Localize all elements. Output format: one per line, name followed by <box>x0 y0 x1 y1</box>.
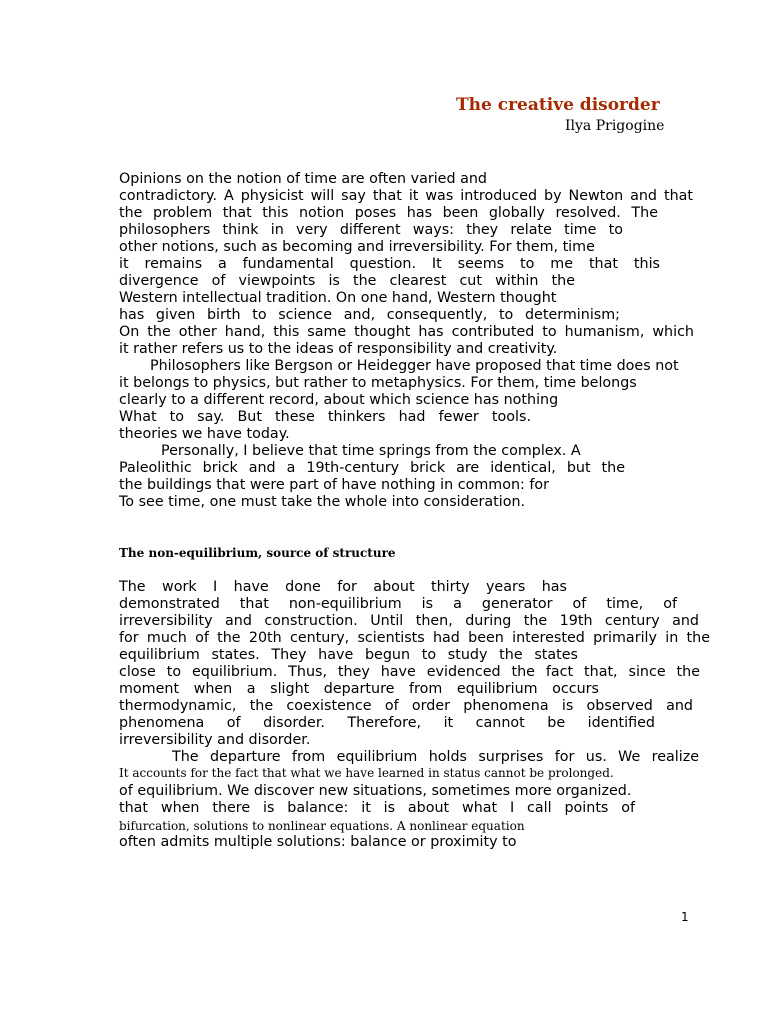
text-line: of equilibrium. We discover new situations, sometimes more organized. <box>119 783 632 799</box>
text-line: theories we have today. <box>119 426 290 442</box>
text-line: contradictory. A physicist will say that it was introduced by Newton and that <box>119 188 693 204</box>
text-line: On the other hand, this same thought has contributed to humanism, which <box>119 324 694 340</box>
section-heading: The non-equilibrium, source of structure <box>119 546 396 560</box>
text-line: bifurcation, solutions to nonlinear equations. A nonlinear equation <box>119 819 525 833</box>
text-line: it remains a fundamental question. It seems to me that this <box>119 256 660 272</box>
text-line: Paleolithic brick and a 19th-century brick are identical, but the <box>119 460 625 476</box>
text-line: Western intellectual tradition. On one hand, Western thought <box>119 290 557 306</box>
author-name: Ilya Prigogine <box>565 118 665 134</box>
text-line: To see time, one must take the whole into consideration. <box>119 494 526 510</box>
text-line: often admits multiple solutions: balance or proximity to <box>119 834 517 850</box>
text-line: the problem that this notion poses has been globally resolved. The <box>119 205 658 221</box>
text-line: moment when a slight departure from equilibrium occurs <box>119 681 599 697</box>
text-line: equilibrium states. They have begun to study the states <box>119 647 578 663</box>
text-line: philosophers think in very different ways: they relate time to <box>119 222 623 238</box>
text-line: Opinions on the notion of time are often varied and <box>119 171 487 187</box>
text-line: has given birth to science and, consequently, to determinism; <box>119 307 620 323</box>
text-line: irreversibility and construction. Until then, during the 19th century and <box>119 613 699 629</box>
text-line: Philosophers like Bergson or Heidegger have proposed that time does not <box>150 358 679 374</box>
text-line: demonstrated that non-equilibrium is a generator of time, of <box>119 596 677 612</box>
text-line: clearly to a different record, about which science has nothing <box>119 392 559 408</box>
text-line: it rather refers us to the ideas of responsibility and creativity. <box>119 341 558 357</box>
text-line: for much of the 20th century, scientists had been interested primarily in the <box>119 630 710 646</box>
text-line: The departure from equilibrium holds surprises for us. We realize <box>172 749 699 765</box>
text-line: it belongs to physics, but rather to metaphysics. For them, time belongs <box>119 375 637 391</box>
text-line: close to equilibrium. Thus, they have evidenced the fact that, since the <box>119 664 700 680</box>
page-number: 1 <box>681 910 689 924</box>
text-line: the buildings that were part of have nothing in common: for <box>119 477 550 493</box>
text-line: thermodynamic, the coexistence of order phenomena is observed and <box>119 698 693 714</box>
text-line: The work I have done for about thirty years has <box>119 579 567 595</box>
text-line: divergence of viewpoints is the clearest cut within the <box>119 273 575 289</box>
text-line: It accounts for the fact that what we have learned in status cannot be prolonged. <box>119 766 614 780</box>
text-line: What to say. But these thinkers had fewer tools. <box>119 409 531 425</box>
text-line: phenomena of disorder. Therefore, it cannot be identified <box>119 715 655 731</box>
text-line: that when there is balance: it is about what I call points of <box>119 800 635 816</box>
text-line: Personally, I believe that time springs from the complex. A <box>161 443 581 459</box>
text-line: irreversibility and disorder. <box>119 732 311 748</box>
document-title: The creative disorder <box>456 95 660 115</box>
text-line: other notions, such as becoming and irreversibility. For them, time <box>119 239 595 255</box>
